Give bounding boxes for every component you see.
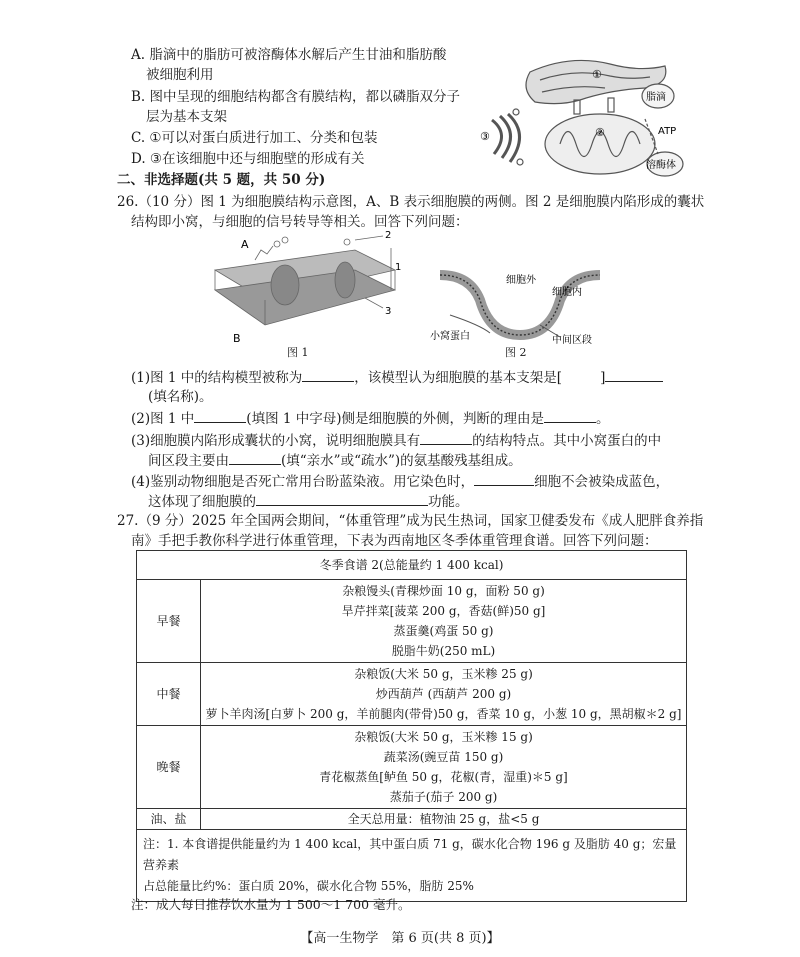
note-line-2: 占总能量比约%：蛋白质 20%，碳水化合物 55%，脂肪 25% <box>143 879 474 893</box>
q26-answer-blank-7[interactable] <box>474 472 534 486</box>
golgi-stack-1 <box>492 120 502 154</box>
q26-sub3-text-c: 间区段主要由 <box>148 453 229 469</box>
table-row-dinner <box>137 726 687 809</box>
note-line-1: 注：1. 本食谱提供能量约为 1 400 kcal，其中蛋白质 71 g，碳水化合物 196 g 及脂肪 40 g；宏量营养素 <box>143 837 677 872</box>
q26-sub1-text-a: (1)图 1 中的结构模型被称为 <box>131 370 303 386</box>
q26-sub4-text-b: 细胞不会被染成蓝色， <box>534 474 670 490</box>
menu-item: 杂粮饭(大米 50 g，玉米糁 15 g) <box>354 730 533 744</box>
table-note <box>137 830 687 902</box>
vesicle-2 <box>517 159 523 165</box>
q26-intro-line1: 26.（10 分）图 1 为细胞膜结构示意图，A、B 表示细胞膜的两侧。图 2 是细胞膜内陷形成的囊状 <box>117 194 705 210</box>
q26-answer-blank-2[interactable] <box>605 368 663 382</box>
fig2-label-outside: 细胞外 <box>506 275 536 286</box>
fig-label-lysosome: 溶酶体 <box>646 160 676 171</box>
q26-answer-blank-8[interactable] <box>256 492 428 506</box>
sugar-2 <box>282 237 288 243</box>
fig-label-lipid: 脂滴 <box>646 92 666 103</box>
q27-footnote: 注：成人每日推荐饮水量为 1 500～1 700 毫升。 <box>131 897 411 912</box>
mitochondrion-outer <box>545 114 655 174</box>
fig2-label-caveolin: 小窝蛋白 <box>430 331 470 342</box>
q26-sub3-text-d: (填“亲水”或“疏水”)的氨基酸残基组成。 <box>281 453 522 469</box>
q27-intro-line1: 27.（9 分）2025 年全国两会期间，“体重管理”成为民生热词，国家卫健委发布《成人肥胖食养指 <box>117 513 704 529</box>
table-row-note <box>137 830 687 902</box>
q26-sub1-line2: (填名称)。 <box>148 389 213 405</box>
option-b-line1: B. 图中呈现的细胞结构都含有膜结构，都以磷脂双分子 <box>131 89 461 105</box>
menu-item: 青花椒蒸鱼[鲈鱼 50 g，花椒(青，湿重)＊5 g] <box>319 770 568 784</box>
fig-label-3: ③ <box>480 130 490 143</box>
q26-sub2 <box>131 409 610 428</box>
q26-answer-blank-3[interactable] <box>194 409 246 423</box>
q26-intro-line2: 结构即小窝，与细胞的信号转导等相关。回答下列问题： <box>131 214 469 230</box>
fig1-label-2: 2 <box>385 230 392 241</box>
fig2-label-inside: 细胞内 <box>552 287 582 298</box>
connector-2 <box>608 98 614 112</box>
table-row-lunch <box>137 663 687 726</box>
page-footer: 【高一生物学 第 6 页(共 8 页)】 <box>300 931 500 946</box>
q27-intro-line2: 南》手把手教你科学进行体重管理，下表为西南地区冬季体重管理食谱。回答下列问题： <box>131 533 658 549</box>
menu-item: 杂粮饭(大米 50 g，玉米糁 25 g) <box>354 667 533 681</box>
q26-sub1-text-b: ，该模型认为细胞膜的基本支架是[ <box>354 370 563 386</box>
meal-items-dinner <box>201 726 687 809</box>
protein-2 <box>335 262 355 298</box>
menu-item: 旱芹拌菜[菠菜 200 g，香菇(鲜)50 g] <box>341 604 546 618</box>
option-a-line2: 被细胞利用 <box>146 67 214 83</box>
table-row-breakfast <box>137 580 687 663</box>
menu-item: 蒸蛋羹(鸡蛋 50 g) <box>393 624 494 638</box>
pointer-3 <box>365 298 383 308</box>
menu-item: 蔬菜汤(豌豆苗 150 g) <box>383 750 504 764</box>
menu-item: 炒西葫芦 (西葫芦 200 g) <box>375 687 512 701</box>
q26-sub4-line1 <box>131 472 669 491</box>
q26-sub2-text-a: (2)图 1 中 <box>131 411 195 427</box>
fig1-label-b: B <box>233 332 241 345</box>
option-c: C. ①可以对蛋白质进行加工、分类和包装 <box>131 130 378 146</box>
q26-answer-blank-4[interactable] <box>544 409 596 423</box>
q26-sub4-text-c: 这体现了细胞膜的 <box>148 494 256 510</box>
q26-sub3-text-b: 的结构特点。其中小窝蛋白的中 <box>472 433 662 449</box>
menu-title: 冬季食谱 2(总能量约 1 400 kcal) <box>137 551 687 580</box>
fig2-caption: 图 2 <box>505 346 527 359</box>
menu-item: 杂粮馒头(青稞炒面 10 g，面粉 50 g) <box>342 584 545 598</box>
q26-sub2-text-c: 。 <box>596 411 610 427</box>
option-a-line1: A. 脂滴中的脂肪可被溶酶体水解后产生甘油和脂肪酸 <box>131 47 447 63</box>
q26-answer-blank-5[interactable] <box>420 431 472 445</box>
sugar-3 <box>344 239 350 245</box>
q26-sub2-text-b: (填图 1 中字母)侧是细胞膜的外侧，判断的理由是 <box>246 411 545 427</box>
meal-name-lunch: 中餐 <box>137 663 201 726</box>
fig2-label-middle: 中间区段 <box>552 335 592 346</box>
meal-name-breakfast: 早餐 <box>137 580 201 663</box>
fig1-label-3: 3 <box>385 306 392 317</box>
q26-sub3-line1 <box>131 431 661 450</box>
sugar-1 <box>274 241 280 247</box>
meal-items-oil-salt <box>201 809 687 830</box>
glycoprotein-chain <box>255 246 273 260</box>
fig-label-1: ① <box>592 68 602 81</box>
menu-item: 蒸茄子(茄子 200 g) <box>389 790 498 804</box>
protein-1 <box>271 265 299 305</box>
fig-label-atp: ATP <box>658 126 677 137</box>
q26-sub4-text-a: (4)鉴别动物细胞是否死亡常用台盼蓝染液。用它染色时， <box>131 474 475 490</box>
membrane-figure-2 <box>430 255 610 347</box>
q26-sub4-line2 <box>148 492 469 511</box>
menu-item: 全天总用量：植物油 25 g，盐<5 g <box>347 812 540 826</box>
fig-label-2: ② <box>595 126 605 139</box>
q26-answer-blank-6[interactable] <box>229 451 281 465</box>
pointer-2 <box>355 236 383 240</box>
q26-sub1-line1 <box>131 368 663 387</box>
membrane-figure-1 <box>205 230 405 355</box>
meal-items-lunch <box>201 663 687 726</box>
table-row-oil-salt <box>137 809 687 830</box>
fig1-label-a: A <box>241 238 249 251</box>
option-d: D. ③在该细胞中还与细胞壁的形成有关 <box>131 151 365 167</box>
fig1-caption: 图 1 <box>287 346 309 359</box>
organelle-figure <box>480 44 690 184</box>
q26-sub1-text-c: ] <box>600 370 606 386</box>
fig1-label-1: 1 <box>395 262 402 273</box>
q26-answer-blank-1[interactable] <box>302 368 354 382</box>
diet-menu-table <box>136 550 687 902</box>
q26-sub3-text-a: (3)细胞膜内陷形成囊状的小窝，说明细胞膜具有 <box>131 433 421 449</box>
meal-name-dinner: 晚餐 <box>137 726 201 809</box>
q26-sub4-text-d: 功能。 <box>428 494 469 510</box>
section-title: 二、非选择题(共 5 题，共 50 分) <box>117 172 326 188</box>
option-b-line2: 层为基本支架 <box>146 109 227 125</box>
meal-name-oil-salt: 油、盐 <box>137 809 201 830</box>
meal-items-breakfast <box>201 580 687 663</box>
vesicle-1 <box>513 109 519 115</box>
menu-item: 萝卜羊肉汤[白萝卜 200 g，羊前腿肉(带骨)50 g，香菜 10 g，小葱 10 g，黑胡椒＊2 g] <box>205 707 682 721</box>
connector-1 <box>574 100 580 114</box>
q26-sub3-line2 <box>148 451 522 470</box>
menu-item: 脱脂牛奶(250 mL) <box>391 644 496 658</box>
